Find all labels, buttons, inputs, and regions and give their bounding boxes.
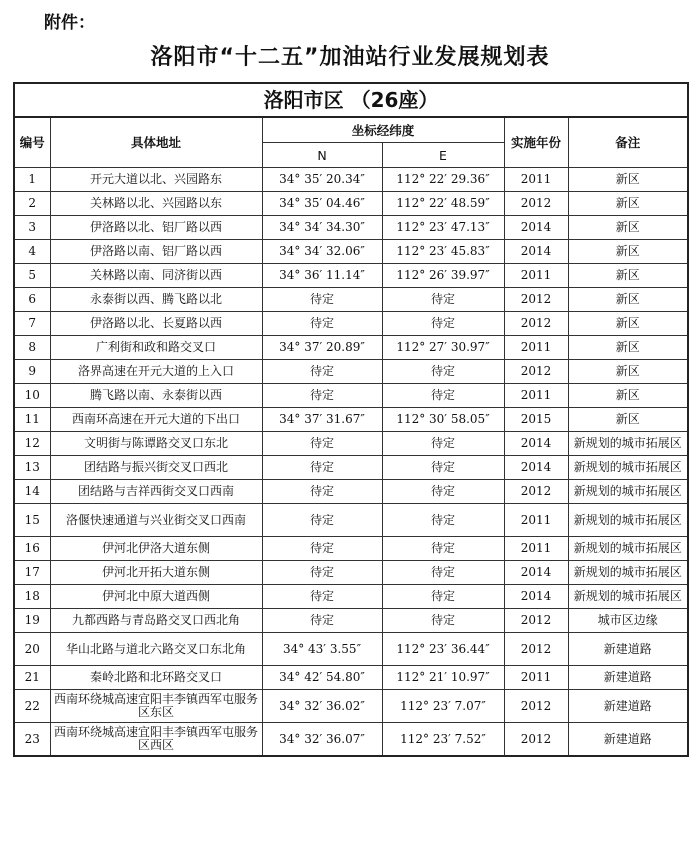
row-longitude: 112° 30′ 58.05″ (382, 408, 504, 432)
row-latitude: 待定 (262, 288, 382, 312)
row-latitude: 待定 (262, 609, 382, 633)
row-latitude: 待定 (262, 456, 382, 480)
row-year: 2012 (504, 288, 568, 312)
row-num: 8 (14, 336, 50, 360)
row-address: 西南环高速在开元大道的下出口 (50, 408, 262, 432)
row-note: 新区 (568, 336, 688, 360)
row-year: 2012 (504, 723, 568, 757)
row-longitude: 112° 23′ 36.44″ (382, 633, 504, 666)
row-num: 15 (14, 504, 50, 537)
row-num: 6 (14, 288, 50, 312)
header-year: 实施年份 (504, 117, 568, 168)
table-row (14, 585, 688, 609)
row-latitude: 待定 (262, 312, 382, 336)
table-row (14, 666, 688, 690)
row-address: 文明街与陈谭路交叉口东北 (50, 432, 262, 456)
table-row (14, 216, 688, 240)
row-address: 关林路以北、兴园路以东 (50, 192, 262, 216)
page-title: 洛阳市“十二五”加油站行业发展规划表 (150, 45, 550, 70)
row-longitude: 待定 (382, 288, 504, 312)
attachment-label: 附件： (44, 13, 95, 33)
header-coords: 坐标经纬度 (262, 117, 504, 143)
row-longitude: 待定 (382, 360, 504, 384)
row-longitude: 待定 (382, 312, 504, 336)
row-address: 团结路与吉祥西街交叉口西南 (50, 480, 262, 504)
row-year: 2012 (504, 360, 568, 384)
row-year: 2011 (504, 537, 568, 561)
table-row (14, 633, 688, 666)
row-address: 永泰街以西、腾飞路以北 (50, 288, 262, 312)
row-note: 新规划的城市拓展区 (568, 561, 688, 585)
table-row (14, 408, 688, 432)
row-latitude: 34° 32′ 36.02″ (262, 690, 382, 723)
table-row (14, 690, 688, 723)
row-latitude: 34° 37′ 31.67″ (262, 408, 382, 432)
header-n: N (262, 143, 382, 168)
row-note: 新建道路 (568, 633, 688, 666)
row-note: 新区 (568, 288, 688, 312)
row-address: 洛界高速在开元大道的上入口 (50, 360, 262, 384)
row-note: 新规划的城市拓展区 (568, 480, 688, 504)
row-note: 新区 (568, 240, 688, 264)
table-row (14, 336, 688, 360)
row-longitude: 112° 23′ 47.13″ (382, 216, 504, 240)
row-address: 秦岭北路和北环路交叉口 (50, 666, 262, 690)
row-num: 11 (14, 408, 50, 432)
row-year: 2011 (504, 264, 568, 288)
row-note: 新区 (568, 168, 688, 192)
row-num: 20 (14, 633, 50, 666)
row-address: 伊河北伊洛大道东侧 (50, 537, 262, 561)
row-longitude: 112° 23′ 45.83″ (382, 240, 504, 264)
table-row (14, 537, 688, 561)
row-note: 新区 (568, 192, 688, 216)
row-note: 新区 (568, 264, 688, 288)
row-year: 2015 (504, 408, 568, 432)
row-note: 新规划的城市拓展区 (568, 456, 688, 480)
row-note: 城市区边缘 (568, 609, 688, 633)
row-note: 新规划的城市拓展区 (568, 537, 688, 561)
row-note: 新建道路 (568, 723, 688, 757)
row-num: 18 (14, 585, 50, 609)
table-row (14, 360, 688, 384)
row-year: 2012 (504, 480, 568, 504)
row-address: 伊河北中原大道西侧 (50, 585, 262, 609)
row-note: 新区 (568, 408, 688, 432)
row-note: 新建道路 (568, 690, 688, 723)
row-longitude: 待定 (382, 561, 504, 585)
row-num: 2 (14, 192, 50, 216)
table-row (14, 240, 688, 264)
row-num: 21 (14, 666, 50, 690)
row-address: 伊洛路以北、铝厂路以西 (50, 216, 262, 240)
row-latitude: 待定 (262, 561, 382, 585)
row-latitude: 34° 43′ 3.55″ (262, 633, 382, 666)
header-note: 备注 (568, 117, 688, 168)
table-row (14, 723, 688, 757)
row-address: 伊洛路以南、铝厂路以西 (50, 240, 262, 264)
row-latitude: 34° 35′ 20.34″ (262, 168, 382, 192)
row-longitude: 待定 (382, 537, 504, 561)
row-latitude: 待定 (262, 537, 382, 561)
row-year: 2011 (504, 384, 568, 408)
row-year: 2014 (504, 240, 568, 264)
row-latitude: 待定 (262, 432, 382, 456)
row-longitude: 112° 27′ 30.97″ (382, 336, 504, 360)
row-year: 2014 (504, 561, 568, 585)
row-latitude: 34° 42′ 54.80″ (262, 666, 382, 690)
row-address: 广利街和政和路交叉口 (50, 336, 262, 360)
row-address: 华山北路与道北六路交叉口东北角 (50, 633, 262, 666)
row-latitude: 34° 34′ 32.06″ (262, 240, 382, 264)
row-year: 2011 (504, 168, 568, 192)
row-note: 新规划的城市拓展区 (568, 585, 688, 609)
row-longitude: 待定 (382, 504, 504, 537)
row-num: 14 (14, 480, 50, 504)
row-longitude: 112° 23′ 7.52″ (382, 723, 504, 757)
row-year: 2012 (504, 312, 568, 336)
district-heading: 洛阳市区 （26座） (14, 83, 688, 117)
table-row (14, 432, 688, 456)
row-num: 10 (14, 384, 50, 408)
row-year: 2014 (504, 216, 568, 240)
row-year: 2012 (504, 192, 568, 216)
row-note: 新区 (568, 312, 688, 336)
row-note: 新规划的城市拓展区 (568, 432, 688, 456)
row-address: 九都西路与青岛路交叉口西北角 (50, 609, 262, 633)
row-longitude: 112° 26′ 39.97″ (382, 264, 504, 288)
table-row (14, 384, 688, 408)
row-year: 2011 (504, 666, 568, 690)
table-row (14, 288, 688, 312)
row-latitude: 34° 36′ 11.14″ (262, 264, 382, 288)
row-latitude: 34° 37′ 20.89″ (262, 336, 382, 360)
row-num: 5 (14, 264, 50, 288)
table-row (14, 609, 688, 633)
row-num: 17 (14, 561, 50, 585)
row-num: 19 (14, 609, 50, 633)
row-address: 关林路以南、同济街以西 (50, 264, 262, 288)
row-address: 团结路与振兴街交叉口西北 (50, 456, 262, 480)
row-num: 23 (14, 723, 50, 757)
row-address: 西南环绕城高速宜阳丰李镇西军屯服务区东区 (50, 690, 262, 723)
row-year: 2011 (504, 336, 568, 360)
row-year: 2014 (504, 432, 568, 456)
row-latitude: 待定 (262, 384, 382, 408)
table-row (14, 456, 688, 480)
row-longitude: 待定 (382, 456, 504, 480)
row-note: 新区 (568, 384, 688, 408)
row-address: 开元大道以北、兴园路东 (50, 168, 262, 192)
row-num: 3 (14, 216, 50, 240)
row-longitude: 112° 23′ 7.07″ (382, 690, 504, 723)
row-latitude: 34° 34′ 34.30″ (262, 216, 382, 240)
table-row (14, 168, 688, 192)
header-address: 具体地址 (50, 117, 262, 168)
row-note: 新区 (568, 216, 688, 240)
row-latitude: 待定 (262, 585, 382, 609)
row-year: 2012 (504, 633, 568, 666)
table-row (14, 312, 688, 336)
row-longitude: 待定 (382, 585, 504, 609)
row-num: 12 (14, 432, 50, 456)
row-year: 2014 (504, 585, 568, 609)
row-longitude: 待定 (382, 384, 504, 408)
row-num: 1 (14, 168, 50, 192)
row-year: 2012 (504, 690, 568, 723)
row-longitude: 112° 21′ 10.97″ (382, 666, 504, 690)
row-address: 洛偃快速通道与兴业街交叉口西南 (50, 504, 262, 537)
row-num: 22 (14, 690, 50, 723)
row-longitude: 待定 (382, 480, 504, 504)
table-row (14, 192, 688, 216)
table-row (14, 480, 688, 504)
station-plan-table (13, 82, 689, 757)
header-e: E (382, 143, 504, 168)
row-address: 伊洛路以北、长夏路以西 (50, 312, 262, 336)
row-latitude: 34° 32′ 36.07″ (262, 723, 382, 757)
header-num: 编号 (14, 117, 50, 168)
row-latitude: 待定 (262, 360, 382, 384)
row-year: 2014 (504, 456, 568, 480)
row-note: 新建道路 (568, 666, 688, 690)
row-longitude: 待定 (382, 609, 504, 633)
table-row (14, 264, 688, 288)
row-note: 新区 (568, 360, 688, 384)
row-latitude: 34° 35′ 04.46″ (262, 192, 382, 216)
row-latitude: 待定 (262, 504, 382, 537)
row-longitude: 112° 22′ 48.59″ (382, 192, 504, 216)
row-num: 9 (14, 360, 50, 384)
row-num: 13 (14, 456, 50, 480)
table-row (14, 561, 688, 585)
row-note: 新规划的城市拓展区 (568, 504, 688, 537)
row-longitude: 待定 (382, 432, 504, 456)
row-address: 腾飞路以南、永泰街以西 (50, 384, 262, 408)
table-row (14, 504, 688, 537)
row-year: 2012 (504, 609, 568, 633)
row-num: 7 (14, 312, 50, 336)
row-year: 2011 (504, 504, 568, 537)
row-num: 4 (14, 240, 50, 264)
row-longitude: 112° 22′ 29.36″ (382, 168, 504, 192)
row-num: 16 (14, 537, 50, 561)
row-address: 西南环绕城高速宜阳丰李镇西军屯服务区西区 (50, 723, 262, 757)
row-latitude: 待定 (262, 480, 382, 504)
row-address: 伊河北开拓大道东侧 (50, 561, 262, 585)
